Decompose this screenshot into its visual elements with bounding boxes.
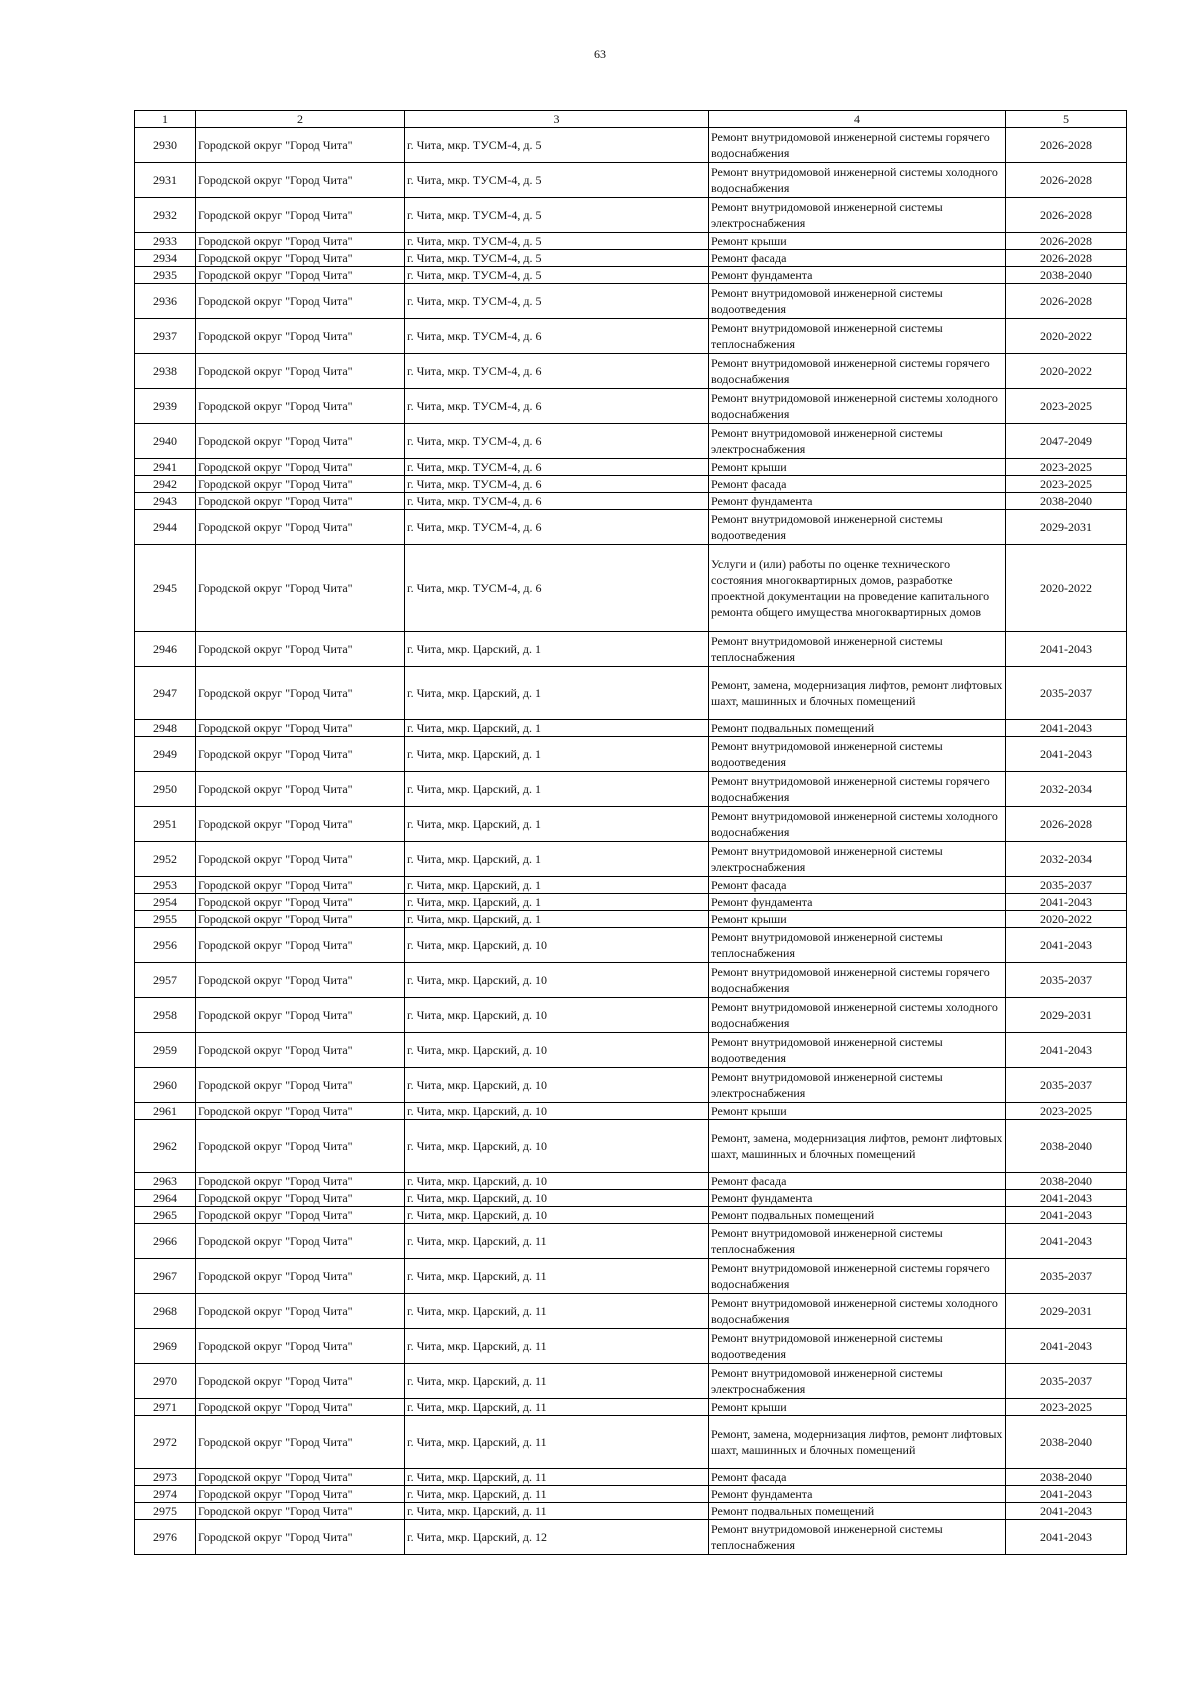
work-type-cell: Ремонт внутридомовой инженерной системы горячего водоснабжения: [709, 1259, 1006, 1294]
period-cell: 2026-2028: [1006, 807, 1127, 842]
row-number-cell: 2947: [135, 667, 196, 720]
address-cell: г. Чита, мкр. ТУСМ-4, д. 6: [405, 476, 709, 493]
address-cell: г. Чита, мкр. ТУСМ-4, д. 5: [405, 284, 709, 319]
address-cell: г. Чита, мкр. Царский, д. 11: [405, 1503, 709, 1520]
row-number-cell: 2966: [135, 1224, 196, 1259]
period-cell: 2023-2025: [1006, 389, 1127, 424]
row-number-cell: 2935: [135, 267, 196, 284]
work-type-cell: Ремонт фасада: [709, 476, 1006, 493]
column-header-5: 5: [1006, 111, 1127, 128]
address-cell: г. Чита, мкр. Царский, д. 10: [405, 1190, 709, 1207]
municipality-cell: Городской округ "Город Чита": [196, 1190, 405, 1207]
address-cell: г. Чита, мкр. Царский, д. 10: [405, 1173, 709, 1190]
work-type-cell: Ремонт внутридомовой инженерной системы электроснабжения: [709, 198, 1006, 233]
address-cell: г. Чита, мкр. Царский, д. 1: [405, 667, 709, 720]
municipality-cell: Городской округ "Город Чита": [196, 128, 405, 163]
municipality-cell: Городской округ "Город Чита": [196, 1416, 405, 1469]
work-type-cell: Ремонт подвальных помещений: [709, 1503, 1006, 1520]
period-cell: 2026-2028: [1006, 250, 1127, 267]
period-cell: 2041-2043: [1006, 928, 1127, 963]
period-cell: 2026-2028: [1006, 233, 1127, 250]
address-cell: г. Чита, мкр. ТУСМ-4, д. 6: [405, 424, 709, 459]
row-number-cell: 2973: [135, 1469, 196, 1486]
row-number-cell: 2959: [135, 1033, 196, 1068]
work-type-cell: Ремонт внутридомовой инженерной системы горячего водоснабжения: [709, 963, 1006, 998]
table-row: [135, 250, 1127, 267]
row-number-cell: 2945: [135, 545, 196, 632]
address-cell: г. Чита, мкр. Царский, д. 10: [405, 1120, 709, 1173]
table-row: [135, 1486, 1127, 1503]
work-type-cell: Ремонт фундамента: [709, 267, 1006, 284]
address-cell: г. Чита, мкр. ТУСМ-4, д. 5: [405, 250, 709, 267]
table-row: [135, 998, 1127, 1033]
row-number-cell: 2951: [135, 807, 196, 842]
row-number-cell: 2949: [135, 737, 196, 772]
table-row: [135, 1224, 1127, 1259]
table-row: [135, 1173, 1127, 1190]
period-cell: 2041-2043: [1006, 1486, 1127, 1503]
period-cell: 2038-2040: [1006, 1416, 1127, 1469]
table-row: [135, 389, 1127, 424]
row-number-cell: 2962: [135, 1120, 196, 1173]
address-cell: г. Чита, мкр. Царский, д. 12: [405, 1520, 709, 1555]
address-cell: г. Чита, мкр. Царский, д. 11: [405, 1416, 709, 1469]
address-cell: г. Чита, мкр. Царский, д. 11: [405, 1469, 709, 1486]
row-number-cell: 2933: [135, 233, 196, 250]
work-type-cell: Ремонт внутридомовой инженерной системы водоотведения: [709, 1033, 1006, 1068]
row-number-cell: 2939: [135, 389, 196, 424]
row-number-cell: 2967: [135, 1259, 196, 1294]
work-type-cell: Ремонт внутридомовой инженерной системы горячего водоснабжения: [709, 354, 1006, 389]
address-cell: г. Чита, мкр. ТУСМ-4, д. 6: [405, 389, 709, 424]
period-cell: 2020-2022: [1006, 545, 1127, 632]
work-type-cell: Ремонт крыши: [709, 1399, 1006, 1416]
work-type-cell: Ремонт внутридомовой инженерной системы холодного водоснабжения: [709, 807, 1006, 842]
row-number-cell: 2960: [135, 1068, 196, 1103]
row-number-cell: 2961: [135, 1103, 196, 1120]
period-cell: 2023-2025: [1006, 476, 1127, 493]
work-type-cell: Ремонт внутридомовой инженерной системы водоотведения: [709, 1329, 1006, 1364]
period-cell: 2041-2043: [1006, 720, 1127, 737]
table-row: [135, 424, 1127, 459]
row-number-cell: 2944: [135, 510, 196, 545]
table-row: [135, 476, 1127, 493]
period-cell: 2041-2043: [1006, 1033, 1127, 1068]
municipality-cell: Городской округ "Город Чита": [196, 1329, 405, 1364]
row-number-cell: 2974: [135, 1486, 196, 1503]
table-row: [135, 493, 1127, 510]
address-cell: г. Чита, мкр. ТУСМ-4, д. 6: [405, 510, 709, 545]
address-cell: г. Чита, мкр. ТУСМ-4, д. 6: [405, 493, 709, 510]
work-type-cell: Ремонт внутридомовой инженерной системы теплоснабжения: [709, 632, 1006, 667]
period-cell: 2023-2025: [1006, 459, 1127, 476]
table-row: [135, 198, 1127, 233]
municipality-cell: Городской округ "Город Чита": [196, 1486, 405, 1503]
address-cell: г. Чита, мкр. Царский, д. 1: [405, 720, 709, 737]
period-cell: 2023-2025: [1006, 1103, 1127, 1120]
work-type-cell: Ремонт внутридомовой инженерной системы горячего водоснабжения: [709, 772, 1006, 807]
work-type-cell: Ремонт, замена, модернизация лифтов, ремонт лифтовых шахт, машинных и блочных помещений: [709, 1416, 1006, 1469]
period-cell: 2026-2028: [1006, 284, 1127, 319]
address-cell: г. Чита, мкр. ТУСМ-4, д. 5: [405, 128, 709, 163]
municipality-cell: Городской округ "Город Чита": [196, 911, 405, 928]
table-row: [135, 632, 1127, 667]
address-cell: г. Чита, мкр. Царский, д. 11: [405, 1329, 709, 1364]
work-type-cell: Ремонт внутридомовой инженерной системы водоотведения: [709, 510, 1006, 545]
work-type-cell: Ремонт фундамента: [709, 894, 1006, 911]
period-cell: 2020-2022: [1006, 911, 1127, 928]
work-type-cell: Ремонт внутридомовой инженерной системы теплоснабжения: [709, 928, 1006, 963]
period-cell: 2035-2037: [1006, 667, 1127, 720]
work-type-cell: Ремонт внутридомовой инженерной системы холодного водоснабжения: [709, 389, 1006, 424]
period-cell: 2041-2043: [1006, 632, 1127, 667]
row-number-cell: 2937: [135, 319, 196, 354]
period-cell: 2041-2043: [1006, 894, 1127, 911]
table-row: [135, 1294, 1127, 1329]
table-row: [135, 354, 1127, 389]
period-cell: 2038-2040: [1006, 1173, 1127, 1190]
municipality-cell: Городской округ "Город Чита": [196, 1259, 405, 1294]
row-number-cell: 2954: [135, 894, 196, 911]
address-cell: г. Чита, мкр. ТУСМ-4, д. 5: [405, 233, 709, 250]
table-header-row: [135, 111, 1127, 128]
table-row: [135, 163, 1127, 198]
row-number-cell: 2942: [135, 476, 196, 493]
period-cell: 2041-2043: [1006, 737, 1127, 772]
row-number-cell: 2971: [135, 1399, 196, 1416]
table-row: [135, 911, 1127, 928]
municipality-cell: Городской округ "Город Чита": [196, 737, 405, 772]
table-row: [135, 1207, 1127, 1224]
table-row: [135, 1469, 1127, 1486]
municipality-cell: Городской округ "Город Чита": [196, 233, 405, 250]
work-type-cell: Ремонт внутридомовой инженерной системы электроснабжения: [709, 842, 1006, 877]
work-type-cell: Ремонт внутридомовой инженерной системы холодного водоснабжения: [709, 998, 1006, 1033]
address-cell: г. Чита, мкр. Царский, д. 11: [405, 1259, 709, 1294]
period-cell: 2041-2043: [1006, 1329, 1127, 1364]
table-row: [135, 1103, 1127, 1120]
table-row: [135, 284, 1127, 319]
work-type-cell: Ремонт внутридомовой инженерной системы водоотведения: [709, 737, 1006, 772]
municipality-cell: Городской округ "Город Чита": [196, 667, 405, 720]
table-row: [135, 510, 1127, 545]
row-number-cell: 2936: [135, 284, 196, 319]
municipality-cell: Городской округ "Город Чита": [196, 1364, 405, 1399]
column-header-3: 3: [405, 111, 709, 128]
municipality-cell: Городской округ "Город Чита": [196, 510, 405, 545]
address-cell: г. Чита, мкр. ТУСМ-4, д. 6: [405, 459, 709, 476]
municipality-cell: Городской округ "Город Чита": [196, 459, 405, 476]
table-row: [135, 1033, 1127, 1068]
period-cell: 2038-2040: [1006, 1469, 1127, 1486]
municipality-cell: Городской округ "Город Чита": [196, 807, 405, 842]
address-cell: г. Чита, мкр. Царский, д. 10: [405, 928, 709, 963]
period-cell: 2026-2028: [1006, 163, 1127, 198]
table-row: [135, 319, 1127, 354]
period-cell: 2041-2043: [1006, 1520, 1127, 1555]
row-number-cell: 2941: [135, 459, 196, 476]
table-row: [135, 737, 1127, 772]
table-row: [135, 1364, 1127, 1399]
table-row: [135, 1520, 1127, 1555]
table-row: [135, 894, 1127, 911]
work-type-cell: Ремонт фундамента: [709, 493, 1006, 510]
municipality-cell: Городской округ "Город Чита": [196, 476, 405, 493]
period-cell: 2029-2031: [1006, 998, 1127, 1033]
municipality-cell: Городской округ "Город Чита": [196, 250, 405, 267]
period-cell: 2032-2034: [1006, 772, 1127, 807]
table-row: [135, 963, 1127, 998]
period-cell: 2041-2043: [1006, 1207, 1127, 1224]
municipality-cell: Городской округ "Город Чита": [196, 198, 405, 233]
municipality-cell: Городской округ "Город Чита": [196, 632, 405, 667]
row-number-cell: 2956: [135, 928, 196, 963]
table-row: [135, 1190, 1127, 1207]
municipality-cell: Городской округ "Город Чита": [196, 1033, 405, 1068]
municipality-cell: Городской округ "Город Чита": [196, 894, 405, 911]
table-row: [135, 233, 1127, 250]
address-cell: г. Чита, мкр. Царский, д. 1: [405, 877, 709, 894]
address-cell: г. Чита, мкр. ТУСМ-4, д. 6: [405, 545, 709, 632]
address-cell: г. Чита, мкр. Царский, д. 10: [405, 963, 709, 998]
period-cell: 2035-2037: [1006, 1364, 1127, 1399]
work-type-cell: Ремонт фасада: [709, 1469, 1006, 1486]
table-row: [135, 1329, 1127, 1364]
table-row: [135, 1503, 1127, 1520]
work-type-cell: Ремонт фундамента: [709, 1190, 1006, 1207]
table-row: [135, 842, 1127, 877]
row-number-cell: 2958: [135, 998, 196, 1033]
address-cell: г. Чита, мкр. Царский, д. 10: [405, 1103, 709, 1120]
period-cell: 2038-2040: [1006, 1120, 1127, 1173]
address-cell: г. Чита, мкр. Царский, д. 1: [405, 894, 709, 911]
municipality-cell: Городской округ "Город Чита": [196, 963, 405, 998]
table-row: [135, 807, 1127, 842]
work-type-cell: Ремонт внутридомовой инженерной системы электроснабжения: [709, 424, 1006, 459]
municipality-cell: Городской округ "Город Чита": [196, 424, 405, 459]
address-cell: г. Чита, мкр. Царский, д. 1: [405, 911, 709, 928]
work-type-cell: Ремонт крыши: [709, 1103, 1006, 1120]
work-type-cell: Ремонт крыши: [709, 233, 1006, 250]
work-type-cell: Ремонт крыши: [709, 911, 1006, 928]
municipality-cell: Городской округ "Город Чита": [196, 1173, 405, 1190]
municipality-cell: Городской округ "Город Чита": [196, 998, 405, 1033]
table-row: [135, 1259, 1127, 1294]
table-row: [135, 720, 1127, 737]
work-type-cell: Ремонт фасада: [709, 1173, 1006, 1190]
period-cell: 2047-2049: [1006, 424, 1127, 459]
address-cell: г. Чита, мкр. Царский, д. 11: [405, 1399, 709, 1416]
address-cell: г. Чита, мкр. Царский, д. 1: [405, 807, 709, 842]
work-type-cell: Ремонт, замена, модернизация лифтов, ремонт лифтовых шахт, машинных и блочных помещений: [709, 667, 1006, 720]
municipality-cell: Городской округ "Город Чита": [196, 1469, 405, 1486]
municipality-cell: Городской округ "Город Чита": [196, 928, 405, 963]
work-type-cell: Ремонт внутридомовой инженерной системы электроснабжения: [709, 1068, 1006, 1103]
row-number-cell: 2950: [135, 772, 196, 807]
address-cell: г. Чита, мкр. Царский, д. 11: [405, 1486, 709, 1503]
municipality-cell: Городской округ "Город Чита": [196, 354, 405, 389]
row-number-cell: 2948: [135, 720, 196, 737]
municipality-cell: Городской округ "Город Чита": [196, 1399, 405, 1416]
municipality-cell: Городской округ "Город Чита": [196, 1068, 405, 1103]
address-cell: г. Чита, мкр. Царский, д. 1: [405, 737, 709, 772]
period-cell: 2041-2043: [1006, 1503, 1127, 1520]
address-cell: г. Чита, мкр. ТУСМ-4, д. 5: [405, 198, 709, 233]
municipality-cell: Городской округ "Город Чита": [196, 1294, 405, 1329]
municipality-cell: Городской округ "Город Чита": [196, 163, 405, 198]
row-number-cell: 2946: [135, 632, 196, 667]
table-row: [135, 459, 1127, 476]
work-type-cell: Ремонт внутридомовой инженерной системы холодного водоснабжения: [709, 163, 1006, 198]
capital-repair-table: [134, 110, 1127, 1555]
row-number-cell: 2952: [135, 842, 196, 877]
period-cell: 2020-2022: [1006, 319, 1127, 354]
municipality-cell: Городской округ "Город Чита": [196, 1120, 405, 1173]
work-type-cell: Ремонт фундамента: [709, 1486, 1006, 1503]
municipality-cell: Городской округ "Город Чита": [196, 284, 405, 319]
work-type-cell: Ремонт фасада: [709, 250, 1006, 267]
row-number-cell: 2970: [135, 1364, 196, 1399]
work-type-cell: Ремонт фасада: [709, 877, 1006, 894]
period-cell: 2035-2037: [1006, 1068, 1127, 1103]
period-cell: 2029-2031: [1006, 510, 1127, 545]
work-type-cell: Ремонт внутридомовой инженерной системы водоотведения: [709, 284, 1006, 319]
address-cell: г. Чита, мкр. Царский, д. 10: [405, 998, 709, 1033]
row-number-cell: 2963: [135, 1173, 196, 1190]
municipality-cell: Городской округ "Город Чита": [196, 1503, 405, 1520]
row-number-cell: 2965: [135, 1207, 196, 1224]
row-number-cell: 2932: [135, 198, 196, 233]
table-row: [135, 545, 1127, 632]
municipality-cell: Городской округ "Город Чита": [196, 772, 405, 807]
address-cell: г. Чита, мкр. ТУСМ-4, д. 6: [405, 354, 709, 389]
period-cell: 2035-2037: [1006, 963, 1127, 998]
municipality-cell: Городской округ "Город Чита": [196, 267, 405, 284]
period-cell: 2038-2040: [1006, 493, 1127, 510]
row-number-cell: 2975: [135, 1503, 196, 1520]
address-cell: г. Чита, мкр. Царский, д. 11: [405, 1294, 709, 1329]
table-row: [135, 1120, 1127, 1173]
period-cell: 2032-2034: [1006, 842, 1127, 877]
table-body: [135, 128, 1127, 1555]
table-row: [135, 1068, 1127, 1103]
work-type-cell: Ремонт подвальных помещений: [709, 720, 1006, 737]
period-cell: 2041-2043: [1006, 1224, 1127, 1259]
address-cell: г. Чита, мкр. ТУСМ-4, д. 6: [405, 319, 709, 354]
period-cell: 2026-2028: [1006, 198, 1127, 233]
table-row: [135, 772, 1127, 807]
work-type-cell: Ремонт внутридомовой инженерной системы электроснабжения: [709, 1364, 1006, 1399]
period-cell: 2038-2040: [1006, 267, 1127, 284]
row-number-cell: 2964: [135, 1190, 196, 1207]
table-row: [135, 1416, 1127, 1469]
row-number-cell: 2976: [135, 1520, 196, 1555]
address-cell: г. Чита, мкр. ТУСМ-4, д. 5: [405, 267, 709, 284]
work-type-cell: Услуги и (или) работы по оценке технического состояния многоквартирных домов, разработке проектной документации на проведение капитального ремонта общего имущества многоквартирных домов: [709, 545, 1006, 632]
row-number-cell: 2968: [135, 1294, 196, 1329]
period-cell: 2041-2043: [1006, 1190, 1127, 1207]
row-number-cell: 2943: [135, 493, 196, 510]
municipality-cell: Городской округ "Город Чита": [196, 493, 405, 510]
table-row: [135, 877, 1127, 894]
table-row: [135, 928, 1127, 963]
municipality-cell: Городской округ "Город Чита": [196, 1520, 405, 1555]
row-number-cell: 2972: [135, 1416, 196, 1469]
row-number-cell: 2957: [135, 963, 196, 998]
address-cell: г. Чита, мкр. Царский, д. 1: [405, 842, 709, 877]
period-cell: 2020-2022: [1006, 354, 1127, 389]
address-cell: г. Чита, мкр. Царский, д. 11: [405, 1224, 709, 1259]
address-cell: г. Чита, мкр. Царский, д. 1: [405, 772, 709, 807]
column-header-4: 4: [709, 111, 1006, 128]
table-row: [135, 1399, 1127, 1416]
row-number-cell: 2969: [135, 1329, 196, 1364]
period-cell: 2023-2025: [1006, 1399, 1127, 1416]
address-cell: г. Чита, мкр. ТУСМ-4, д. 5: [405, 163, 709, 198]
row-number-cell: 2934: [135, 250, 196, 267]
period-cell: 2035-2037: [1006, 1259, 1127, 1294]
row-number-cell: 2930: [135, 128, 196, 163]
work-type-cell: Ремонт внутридомовой инженерной системы холодного водоснабжения: [709, 1294, 1006, 1329]
address-cell: г. Чита, мкр. Царский, д. 10: [405, 1068, 709, 1103]
row-number-cell: 2955: [135, 911, 196, 928]
column-header-2: 2: [196, 111, 405, 128]
period-cell: 2029-2031: [1006, 1294, 1127, 1329]
municipality-cell: Городской округ "Город Чита": [196, 720, 405, 737]
row-number-cell: 2953: [135, 877, 196, 894]
address-cell: г. Чита, мкр. Царский, д. 10: [405, 1033, 709, 1068]
municipality-cell: Городской округ "Город Чита": [196, 1207, 405, 1224]
period-cell: 2035-2037: [1006, 877, 1127, 894]
municipality-cell: Городской округ "Город Чита": [196, 877, 405, 894]
municipality-cell: Городской округ "Город Чита": [196, 389, 405, 424]
table-row: [135, 267, 1127, 284]
work-type-cell: Ремонт внутридомовой инженерной системы теплоснабжения: [709, 319, 1006, 354]
address-cell: г. Чита, мкр. Царский, д. 10: [405, 1207, 709, 1224]
work-type-cell: Ремонт крыши: [709, 459, 1006, 476]
municipality-cell: Городской округ "Город Чита": [196, 842, 405, 877]
municipality-cell: Городской округ "Город Чита": [196, 1224, 405, 1259]
work-type-cell: Ремонт внутридомовой инженерной системы горячего водоснабжения: [709, 128, 1006, 163]
row-number-cell: 2938: [135, 354, 196, 389]
municipality-cell: Городской округ "Город Чита": [196, 319, 405, 354]
table-row: [135, 667, 1127, 720]
table-row: [135, 128, 1127, 163]
work-type-cell: Ремонт внутридомовой инженерной системы теплоснабжения: [709, 1224, 1006, 1259]
address-cell: г. Чита, мкр. Царский, д. 1: [405, 632, 709, 667]
work-type-cell: Ремонт, замена, модернизация лифтов, ремонт лифтовых шахт, машинных и блочных помещений: [709, 1120, 1006, 1173]
row-number-cell: 2940: [135, 424, 196, 459]
municipality-cell: Городской округ "Город Чита": [196, 1103, 405, 1120]
column-header-1: 1: [135, 111, 196, 128]
work-type-cell: Ремонт подвальных помещений: [709, 1207, 1006, 1224]
address-cell: г. Чита, мкр. Царский, д. 11: [405, 1364, 709, 1399]
work-type-cell: Ремонт внутридомовой инженерной системы теплоснабжения: [709, 1520, 1006, 1555]
row-number-cell: 2931: [135, 163, 196, 198]
municipality-cell: Городской округ "Город Чита": [196, 545, 405, 632]
period-cell: 2026-2028: [1006, 128, 1127, 163]
page-number: 63: [594, 47, 606, 61]
